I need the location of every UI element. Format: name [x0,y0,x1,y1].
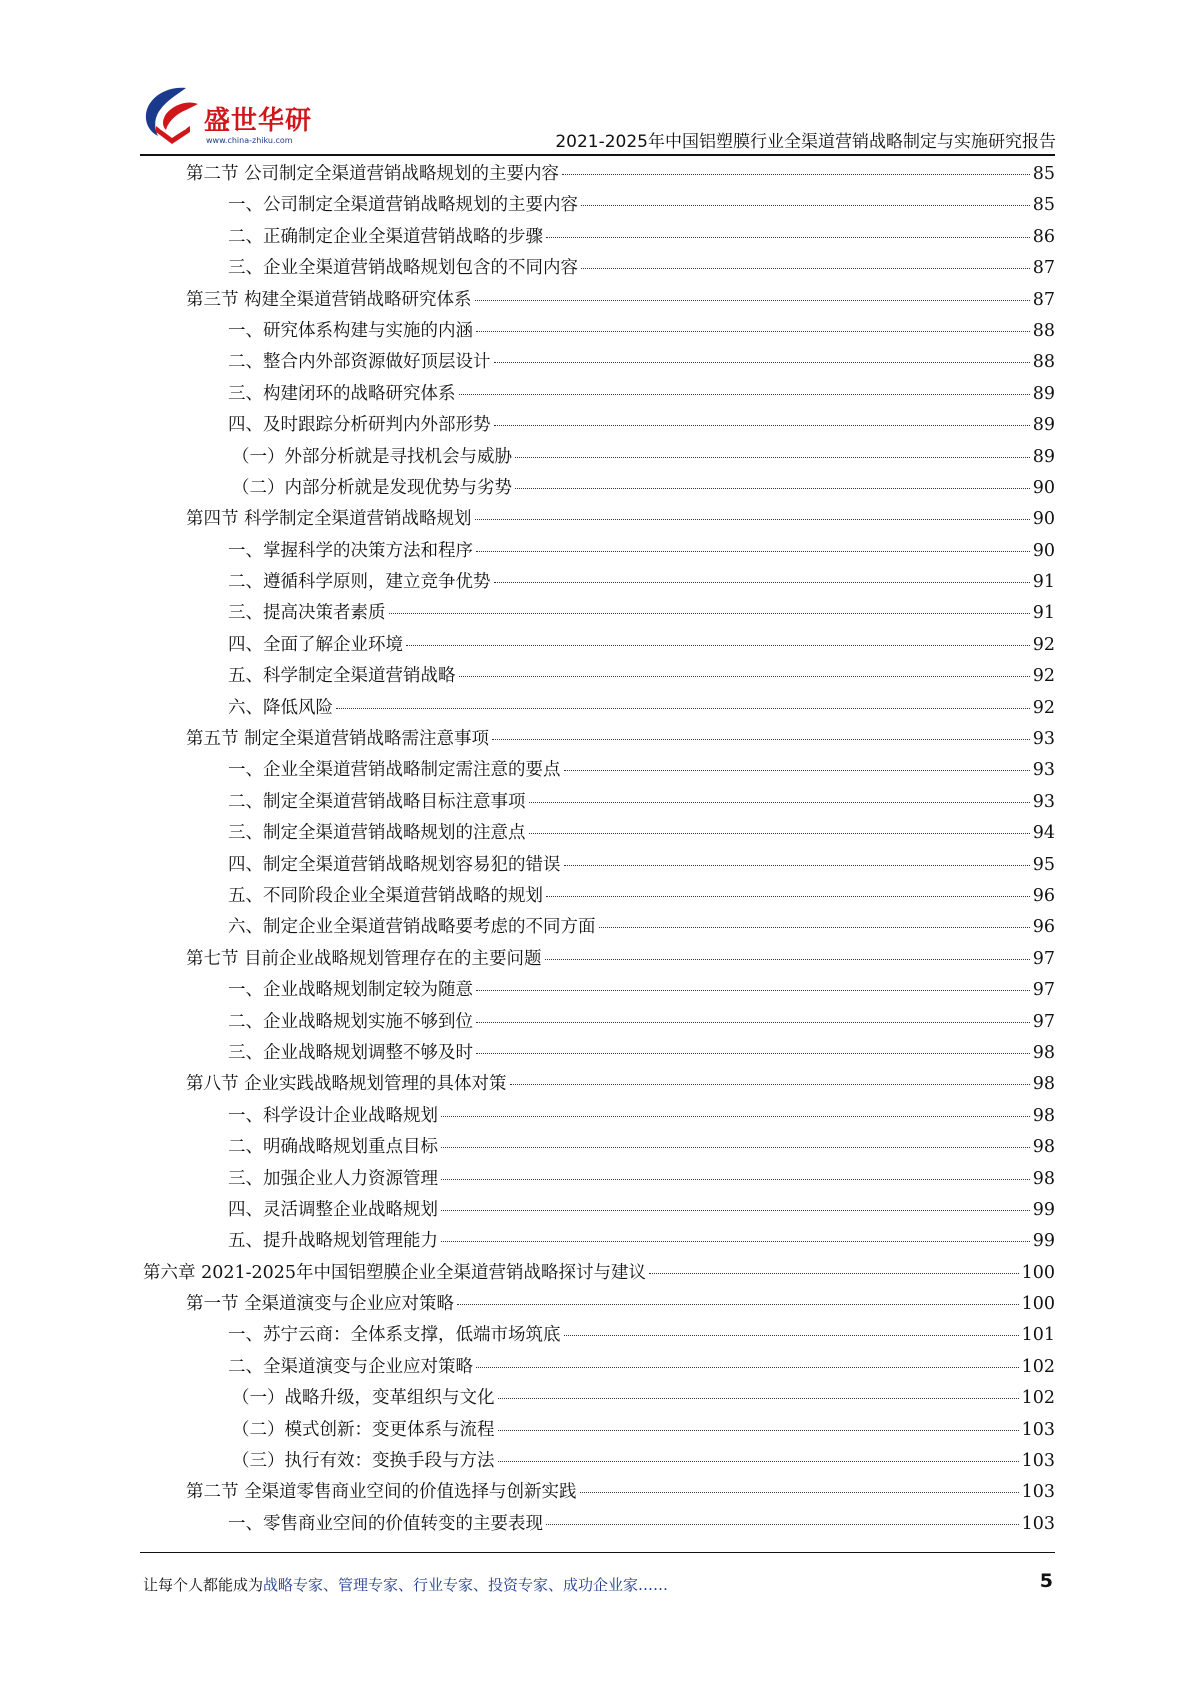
toc-entry-page: 89 [1032,415,1055,436]
toc-entry-title: 三、提高决策者素质 [228,603,386,624]
toc-entry-page: 92 [1032,697,1055,718]
toc-entry[interactable] [140,504,1055,535]
toc-dot-leader [389,613,1030,614]
toc-entry-page: 94 [1032,823,1055,844]
footer-slogan-highlight: 战略专家、管理专家、行业专家、投资专家、成功企业家…… [263,1576,669,1594]
toc-entry-page: 87 [1032,289,1055,310]
footer-slogan-prefix: 让每个人都能成为 [143,1576,264,1594]
toc-entry-page: 89 [1032,383,1055,404]
toc-entry-title: 三、加强企业人力资源管理 [228,1168,438,1189]
toc-entry-page: 96 [1032,917,1055,938]
document-title: 2021-2025年中国铝塑膜行业全渠道营销战略制定与实施研究报告 [555,132,1056,152]
toc-entry[interactable] [140,347,1055,378]
logo-emblem-icon [140,82,204,146]
toc-entry-title: 六、制定企业全渠道营销战略要考虑的不同方面 [228,917,596,938]
toc-entry-title: 三、制定全渠道营销战略规划的注意点 [228,823,526,844]
toc-entry-page: 103 [1021,1451,1055,1472]
toc-entry-page: 85 [1032,195,1055,216]
toc-entry-page: 103 [1021,1513,1055,1534]
toc-dot-leader [564,770,1030,771]
toc-entry-title: 一、科学设计企业战略规划 [228,1105,438,1126]
table-of-contents [140,159,1055,1540]
toc-entry-page: 102 [1021,1388,1055,1409]
toc-entry[interactable] [140,222,1055,253]
toc-entry[interactable] [140,1226,1055,1257]
toc-entry-page: 99 [1032,1231,1055,1252]
toc-dot-leader [494,425,1030,426]
toc-dot-leader [564,865,1030,866]
toc-dot-leader [580,1492,1019,1493]
toc-entry-title: 第六章 2021-2025年中国铝塑膜企业全渠道营销战略探讨与建议 [143,1262,647,1283]
logo-url: www.china-zhiku.com [206,136,293,145]
footer-divider [140,1552,1055,1553]
toc-entry-page: 91 [1032,603,1055,624]
toc-entry-page: 92 [1032,666,1055,687]
toc-entry-page: 98 [1032,1105,1055,1126]
toc-entry[interactable] [140,285,1055,316]
toc-entry[interactable] [140,1007,1055,1038]
toc-entry-page: 103 [1021,1482,1055,1503]
toc-entry-title: 三、企业战略规划调整不够及时 [228,1042,473,1063]
toc-entry-page: 90 [1032,509,1055,530]
toc-entry[interactable] [140,1258,1055,1289]
toc-entry-page: 98 [1032,1042,1055,1063]
toc-entry-page: 86 [1032,226,1055,247]
toc-entry-page: 103 [1021,1419,1055,1440]
toc-entry[interactable] [140,1446,1055,1477]
toc-dot-leader [476,990,1030,991]
toc-entry-title: （二）模式创新：变更体系与流程 [232,1419,495,1440]
toc-entry[interactable] [140,598,1055,629]
toc-dot-leader [406,645,1030,646]
toc-entry[interactable] [140,159,1055,190]
company-logo [140,82,313,152]
toc-entry-page: 90 [1032,540,1055,561]
toc-entry[interactable] [140,850,1055,881]
toc-entry[interactable] [140,253,1055,284]
toc-entry-title: 一、零售商业空间的价值转变的主要表现 [228,1513,543,1534]
toc-entry-title: 三、企业全渠道营销战略规划包含的不同内容 [228,258,578,279]
toc-entry-title: 四、灵活调整企业战略规划 [228,1199,438,1220]
toc-entry[interactable] [140,975,1055,1006]
toc-entry-page: 93 [1032,760,1055,781]
toc-dot-leader [494,582,1030,583]
toc-entry[interactable] [140,1164,1055,1195]
toc-entry[interactable] [140,567,1055,598]
toc-entry[interactable] [140,944,1055,975]
toc-entry-title: 第二节 全渠道零售商业空间的价值选择与创新实践 [186,1482,577,1503]
toc-entry-title: 第二节 公司制定全渠道营销战略规划的主要内容 [186,164,560,184]
toc-entry-title: 第七节 目前企业战略规划管理存在的主要问题 [186,948,542,969]
toc-entry[interactable] [140,693,1055,724]
toc-dot-leader [599,927,1030,928]
toc-dot-leader [441,1210,1030,1211]
toc-dot-leader [649,1273,1019,1274]
toc-entry-title: 第四节 科学制定全渠道营销战略规划 [186,509,472,530]
toc-entry-title: 第五节 制定全渠道营销战略需注意事项 [186,729,490,750]
toc-dot-leader [476,551,1030,552]
toc-entry-page: 98 [1032,1168,1055,1189]
toc-entry-title: 二、整合内外部资源做好顶层设计 [228,352,491,373]
toc-entry-page: 85 [1032,164,1055,184]
toc-dot-leader [476,331,1030,332]
toc-entry[interactable] [140,1477,1055,1508]
toc-dot-leader [562,174,1030,175]
toc-entry-title: 一、掌握科学的决策方法和程序 [228,540,473,561]
toc-entry-title: 二、企业战略规划实施不够到位 [228,1011,473,1032]
toc-dot-leader [441,1116,1030,1117]
header-divider [140,154,1055,156]
toc-entry-page: 90 [1032,477,1055,498]
toc-entry[interactable] [140,410,1055,441]
toc-dot-leader [515,488,1030,489]
toc-entry-page: 98 [1032,1137,1055,1158]
toc-dot-leader [459,394,1030,395]
logo-name: 盛世华研 [204,106,313,136]
toc-entry-page: 100 [1021,1294,1055,1315]
toc-dot-leader [498,1398,1019,1399]
toc-entry-title: 三、构建闭环的战略研究体系 [228,383,456,404]
toc-entry[interactable] [140,316,1055,347]
toc-entry-title: 四、全面了解企业环境 [228,634,403,655]
toc-dot-leader [476,1022,1030,1023]
toc-entry-title: 五、不同阶段企业全渠道营销战略的规划 [228,885,543,906]
toc-entry-title: 六、降低风险 [228,697,333,718]
toc-entry-page: 87 [1032,258,1055,279]
toc-entry[interactable] [140,724,1055,755]
toc-dot-leader [529,833,1030,834]
toc-entry-page: 88 [1032,320,1055,341]
toc-entry-page: 96 [1032,885,1055,906]
toc-entry-title: 五、科学制定全渠道营销战略 [228,666,456,687]
toc-dot-leader [475,519,1030,520]
toc-dot-leader [441,1179,1030,1180]
toc-dot-leader [457,1304,1019,1305]
toc-entry-page: 100 [1021,1262,1055,1283]
toc-dot-leader [336,708,1030,709]
toc-entry-title: 一、企业战略规划制定较为随意 [228,980,473,1001]
toc-entry[interactable] [140,787,1055,818]
toc-dot-leader [564,1335,1019,1336]
toc-entry-title: （三）执行有效：变换手段与方法 [232,1451,495,1472]
toc-entry-title: 一、企业全渠道营销战略制定需注意的要点 [228,760,561,781]
toc-entry[interactable] [140,1195,1055,1226]
toc-dot-leader [515,457,1030,458]
toc-entry-page: 98 [1032,1074,1055,1095]
toc-dot-leader [494,362,1030,363]
toc-entry-title: 一、苏宁云商：全体系支撑，低端市场筑底 [228,1325,561,1346]
toc-entry[interactable] [140,818,1055,849]
toc-entry[interactable] [140,1101,1055,1132]
toc-dot-leader [459,676,1030,677]
toc-entry-page: 89 [1032,446,1055,467]
toc-entry-page: 102 [1021,1356,1055,1377]
toc-dot-leader [529,802,1030,803]
toc-entry-page: 99 [1032,1199,1055,1220]
toc-dot-leader [476,1367,1019,1368]
toc-entry-page: 95 [1032,854,1055,875]
toc-dot-leader [510,1084,1030,1085]
toc-entry-title: （一）外部分析就是寻找机会与威胁 [232,446,512,467]
toc-entry-page: 97 [1032,980,1055,1001]
toc-dot-leader [581,268,1030,269]
toc-entry-title: 二、明确战略规划重点目标 [228,1137,438,1158]
page-number: 5 [1039,1570,1053,1592]
toc-entry[interactable] [140,473,1055,504]
toc-entry-title: 第一节 全渠道演变与企业应对策略 [186,1294,455,1315]
toc-entry[interactable] [140,1415,1055,1446]
toc-entry[interactable] [140,1320,1055,1351]
toc-entry[interactable] [140,755,1055,786]
toc-entry-page: 93 [1032,729,1055,750]
toc-entry-title: （二）内部分析就是发现优势与劣势 [232,477,512,498]
toc-entry-page: 93 [1032,791,1055,812]
toc-entry-title: 一、研究体系构建与实施的内涵 [228,320,473,341]
toc-entry-page: 97 [1032,1011,1055,1032]
toc-entry[interactable] [140,536,1055,567]
toc-entry-title: 第八节 企业实践战略规划管理的具体对策 [186,1074,507,1095]
toc-entry[interactable] [140,661,1055,692]
toc-entry-title: 二、制定全渠道营销战略目标注意事项 [228,791,526,812]
toc-entry-title: 第三节 构建全渠道营销战略研究体系 [186,289,472,310]
toc-entry[interactable] [140,1509,1055,1540]
toc-entry[interactable] [140,1132,1055,1163]
toc-dot-leader [492,739,1030,740]
toc-entry-title: 二、正确制定企业全渠道营销战略的步骤 [228,226,543,247]
toc-entry-page: 101 [1021,1325,1055,1346]
toc-dot-leader [498,1430,1019,1431]
toc-entry-title: 四、及时跟踪分析研判内外部形势 [228,415,491,436]
toc-entry-page: 92 [1032,634,1055,655]
toc-entry[interactable] [140,912,1055,943]
toc-entry[interactable] [140,1038,1055,1069]
toc-entry[interactable] [140,881,1055,912]
toc-dot-leader [441,1241,1030,1242]
toc-entry[interactable] [140,1069,1055,1100]
toc-entry-page: 97 [1032,948,1055,969]
footer-slogan [143,1574,668,1595]
toc-entry[interactable] [140,1383,1055,1414]
toc-entry-title: 二、全渠道演变与企业应对策略 [228,1356,473,1377]
toc-dot-leader [581,205,1030,206]
toc-entry[interactable] [140,1352,1055,1383]
toc-entry-title: 四、制定全渠道营销战略规划容易犯的错误 [228,854,561,875]
toc-dot-leader [498,1461,1019,1462]
toc-dot-leader [545,959,1030,960]
toc-entry-title: 二、遵循科学原则，建立竞争优势 [228,572,491,593]
toc-entry-page: 88 [1032,352,1055,373]
toc-dot-leader [475,300,1030,301]
toc-entry-title: 一、公司制定全渠道营销战略规划的主要内容 [228,195,578,216]
toc-entry[interactable] [140,379,1055,410]
toc-dot-leader [476,1053,1030,1054]
toc-entry-page: 91 [1032,572,1055,593]
toc-entry[interactable] [140,1289,1055,1320]
toc-dot-leader [546,1524,1019,1525]
toc-entry[interactable] [140,630,1055,661]
toc-dot-leader [546,237,1030,238]
toc-dot-leader [546,896,1030,897]
toc-entry[interactable] [140,190,1055,221]
toc-entry[interactable] [140,442,1055,473]
toc-dot-leader [441,1147,1030,1148]
toc-entry-title: 五、提升战略规划管理能力 [228,1231,438,1252]
toc-entry-title: （一）战略升级，变革组织与文化 [232,1388,495,1409]
